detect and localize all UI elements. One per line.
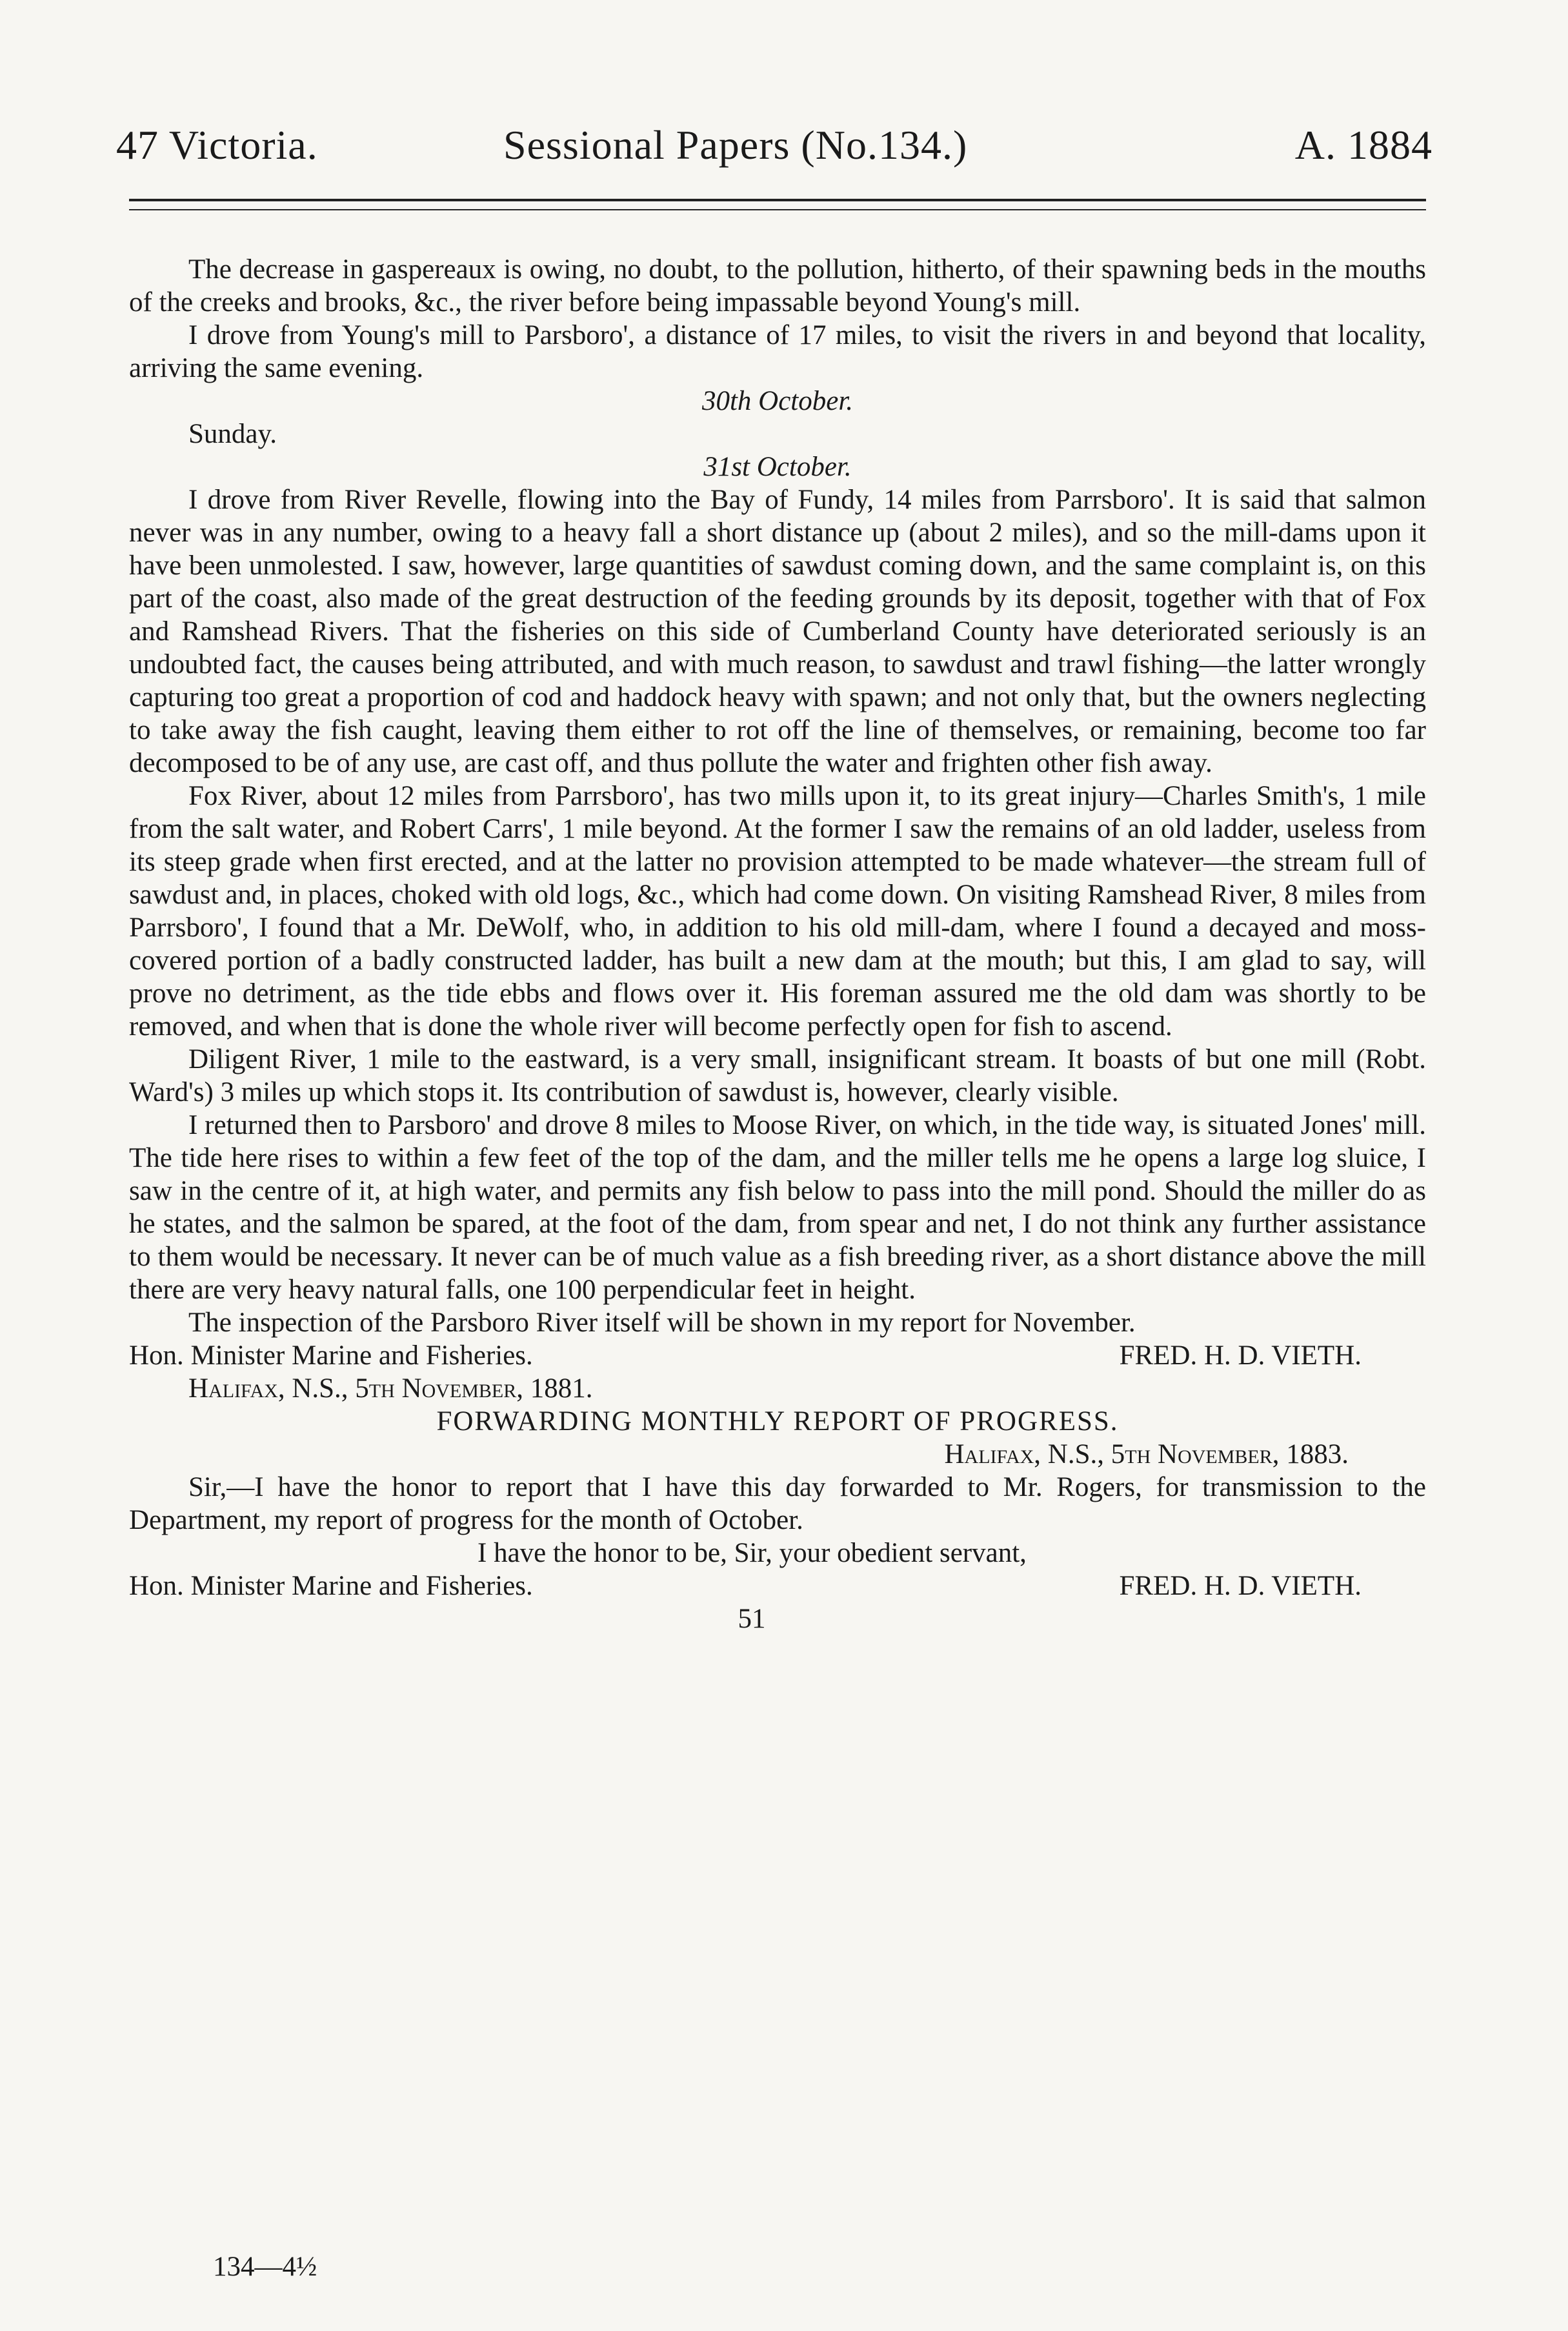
addressee: Hon. Minister Marine and Fisheries. <box>129 1571 533 1601</box>
paragraph: The decrease in gaspereaux is owing, no doubt, to the pollution, hitherto, of their spawning beds in the mouths of the creeks and brooks, &c., the river before being impassable beyond Young's mill. <box>129 254 1426 318</box>
section-heading: FORWARDING MONTHLY REPORT OF PROGRESS. <box>436 1406 1119 1437</box>
date-heading: 31st October. <box>703 452 852 482</box>
report-body <box>129 253 1426 1635</box>
letter-closing: I have the honor to be, Sir, your obedient servant, <box>477 1538 1027 1568</box>
paragraph: Fox River, about 12 miles from Parrsboro', has two mills upon it, to its great injury—Charles Smith's, 1 mile from the salt water, and Robert Carrs', 1 mile beyond. At the former I saw the remains of an old ladder, useless from its steep grade when first erected, and at the latter no provision attempted to be made whatever—the stream full of sawdust and, in places, choked with old logs, &c., which had come down. On visiting Ramshead River, 8 miles from Parrsboro', I found that a Mr. DeWolf, who, in addition to his old mill-dam, where I found a decayed and moss-covered portion of a badly constructed ladder, has built a new dam at the mouth; but this, I am glad to say, will prove no detriment, as the tide ebbs and flows over it. His foreman assured me the old dam was shortly to be removed, and when that is done the whole river will become perfectly open for fish to ascend. <box>129 781 1426 1042</box>
header-volume: 47 Victoria. <box>116 122 318 168</box>
place-date: Halifax, N.S., 5th November, 1881. <box>188 1373 593 1404</box>
signature: FRED. H. D. VIETH. <box>1119 1571 1362 1601</box>
paragraph: I drove from River Revelle, flowing into the Bay of Fundy, 14 miles from Parrsboro'. It is said that salmon never was in any number, owing to a heavy fall a short distance up (about 2 miles), and so the mill-dams upon it have been unmolested. I saw, however, large quantities of sawdust coming down, and the same complaint is, on this part of the coast, also made of the great destruction of the feeding grounds by its deposit, together with that of Fox and Ramshead Rivers. That the fisheries on this side of Cumberland County have deteriorated seriously is an undoubted fact, the causes being attributed, and with much reason, to sawdust and trawl fishing—the latter wrongly capturing too great a proportion of cod and haddock heavy with spawn; and not only that, but the owners neglecting to take away the fish caught, leaving them either to rot off the line of themselves, or remaining, become too far decomposed to be of any use, are cast off, and thus pollute the water and frighten other fish away. <box>129 485 1426 778</box>
paragraph: I drove from Young's mill to Parsboro', a distance of 17 miles, to visit the rivers in and beyond that locality, arriving the same evening. <box>129 320 1426 383</box>
paragraph: I returned then to Parsboro' and drove 8 miles to Moose River, on which, in the tide way, is situated Jones' mill. The tide here rises to within a few feet of the top of the dam, and the miller tells me he opens a large log sluice, I saw in the centre of it, at high water, and permits any fish below to pass into the mill pond. Should the miller do as he states, and the salmon be spared, at the foot of the dam, from spear and net, I do not think any further assistance to them would be necessary. It never can be of much value as a fish breeding river, as a short distance above the mill there are very heavy natural falls, one 100 perpendicular feet in height. <box>129 1110 1426 1305</box>
header-rule <box>129 199 1426 210</box>
running-header <box>116 121 1432 179</box>
signature-row <box>129 1339 1426 1372</box>
addressee: Hon. Minister Marine and Fisheries. <box>129 1340 533 1371</box>
letter-body: Sir,—I have the honor to report that I have this day forwarded to Mr. Rogers, for transmission to the Department, my report of progress for the month of October. <box>129 1472 1426 1535</box>
signature-row <box>129 1569 1426 1602</box>
sunday-entry: Sunday. <box>188 419 277 449</box>
header-year: A. 1884 <box>1294 122 1432 168</box>
page-number: 51 <box>738 1604 766 1634</box>
place-date: Halifax, N.S., 5th November, 1883. <box>944 1439 1349 1469</box>
signature: FRED. H. D. VIETH. <box>1119 1340 1362 1371</box>
signature-mark: 134—4½ <box>213 2252 317 2282</box>
paragraph: Diligent River, 1 mile to the eastward, is a very small, insignificant stream. It boasts of but one mill (Robt. Ward's) 3 miles up which stops it. Its contribution of sawdust is, however, clearly visible. <box>129 1044 1426 1107</box>
header-title: Sessional Papers (No.134.) <box>503 122 968 168</box>
date-heading: 30th October. <box>701 386 854 416</box>
paragraph: The inspection of the Parsboro River itself will be shown in my report for November. <box>188 1307 1136 1338</box>
